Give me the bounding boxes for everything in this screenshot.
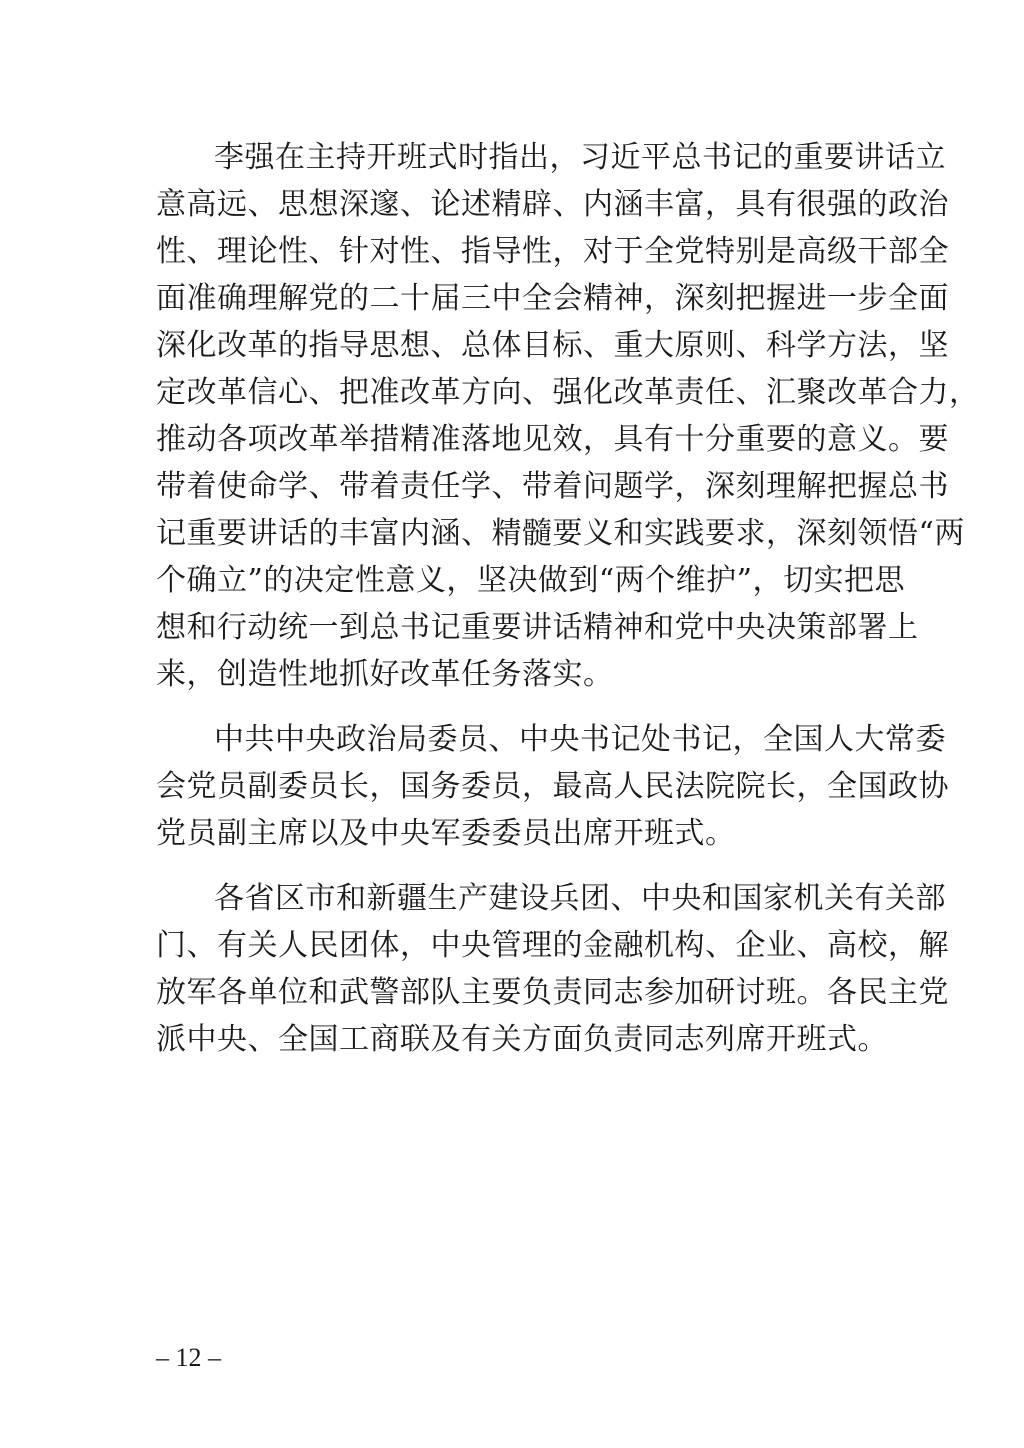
text-line: 会党员副委员长，国务委员，最高人民法院院长，全国政协 [156, 769, 949, 804]
text-line: 定改革信心、把准改革方向、强化改革责任、汇聚改革合力， [156, 375, 980, 410]
text-line: 门、有关人民团体，中央管理的金融机构、企业、高校，解 [156, 928, 949, 963]
text-line: 党员副主席以及中央军委委员出席开班式。 [156, 816, 736, 851]
text-line: 派中央、全国工商联及有关方面负责同志列席开班式。 [156, 1022, 888, 1057]
text-line: 来，创造性地抓好改革任务落实。 [156, 657, 614, 692]
text-line: 放军各单位和武警部队主要负责同志参加研讨班。各民主党 [156, 975, 949, 1010]
text-line: 性、理论性、针对性、指导性，对于全党特别是高级干部全 [156, 234, 949, 269]
paragraph-1 [156, 134, 980, 698]
text-line: 个确立”的决定性意义，坚决做到“两个维护”，切实把思 [156, 563, 906, 598]
text-line: 中共中央政治局委员、中央书记处书记，全国人大常委 [214, 722, 946, 757]
text-line: 想和行动统一到总书记重要讲话精神和党中央决策部署上 [156, 610, 919, 645]
text-line: 意高远、思想深邃、论述精辟、内涵丰富，具有很强的政治 [156, 187, 949, 222]
text-line: 推动各项改革举措精准落地见效，具有十分重要的意义。要 [156, 422, 949, 457]
paragraph-spacer [156, 857, 868, 875]
text-line: 带着使命学、带着责任学、带着问题学，深刻理解把握总书 [156, 469, 949, 504]
paragraph-2 [156, 716, 949, 857]
text-line: 各省区市和新疆生产建设兵团、中央和国家机关有关部 [214, 881, 946, 916]
paragraph-3 [156, 875, 949, 1063]
page-number: – 12 – [156, 1343, 221, 1372]
text-line: 记重要讲话的丰富内涵、精髓要义和实践要求，深刻领悟“两 [156, 516, 965, 551]
text-line: 面准确理解党的二十届三中全会精神，深刻把握进一步全面 [156, 281, 949, 316]
text-line: 深化改革的指导思想、总体目标、重大原则、科学方法，坚 [156, 328, 949, 363]
paragraph-spacer [156, 698, 868, 716]
body-text [156, 134, 980, 1063]
text-line: 李强在主持开班式时指出，习近平总书记的重要讲话立 [214, 140, 946, 175]
